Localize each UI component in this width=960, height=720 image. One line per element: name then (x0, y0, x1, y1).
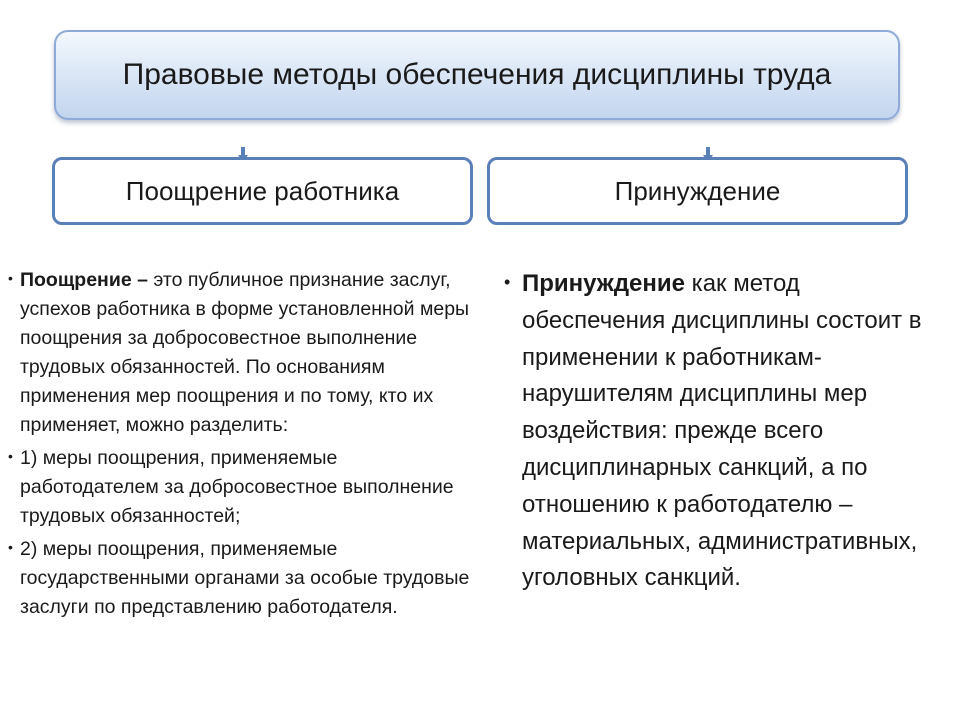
coercion-list (504, 266, 924, 597)
list-item (8, 535, 478, 622)
term-encouragement: Поощрение – (20, 269, 148, 291)
bullet-icon: • (504, 272, 511, 292)
measure-state: 2) меры поощрения, применяемые государственными органами за особые трудовые заслуги по представлению работодателя. (20, 538, 470, 618)
measure-employer: 1) меры поощрения, применяемые работодателем за добросовестное выполнение трудовых обязанностей; (20, 447, 454, 527)
term-coercion: Принуждение (522, 270, 685, 297)
branch-box-encouragement (52, 157, 473, 225)
list-item (8, 444, 478, 531)
bullet-icon: • (8, 270, 13, 286)
branch-box-coercion (487, 157, 908, 225)
bullet-icon: • (8, 539, 13, 555)
encouragement-list (8, 266, 478, 626)
bullet-icon: • (8, 448, 13, 464)
title-box (54, 30, 900, 120)
list-item (8, 266, 478, 440)
branch-label-encouragement: Поощрение работника (125, 175, 400, 206)
diagram-title: Правовые методы обеспечения дисциплины труда (122, 58, 832, 91)
branch-label-coercion: Принуждение (614, 175, 781, 206)
definition-coercion: как метод обеспечения дисциплины состоит в применении к работникам-нарушителям дисциплины мер воздействия: прежде всего дисциплинарных санкций, а по отношению к работодателю – материальных, административных, уголовных санкций. (522, 270, 922, 592)
list-item (504, 266, 924, 597)
definition-encouragement: это публичное признание заслуг, успехов работника в форме установленной меры поощрения за добросовестное выполнение трудовых обязанностей. По основаниям применения мер поощрения и по тому, кто их применяет, можно разделить: (20, 269, 470, 436)
